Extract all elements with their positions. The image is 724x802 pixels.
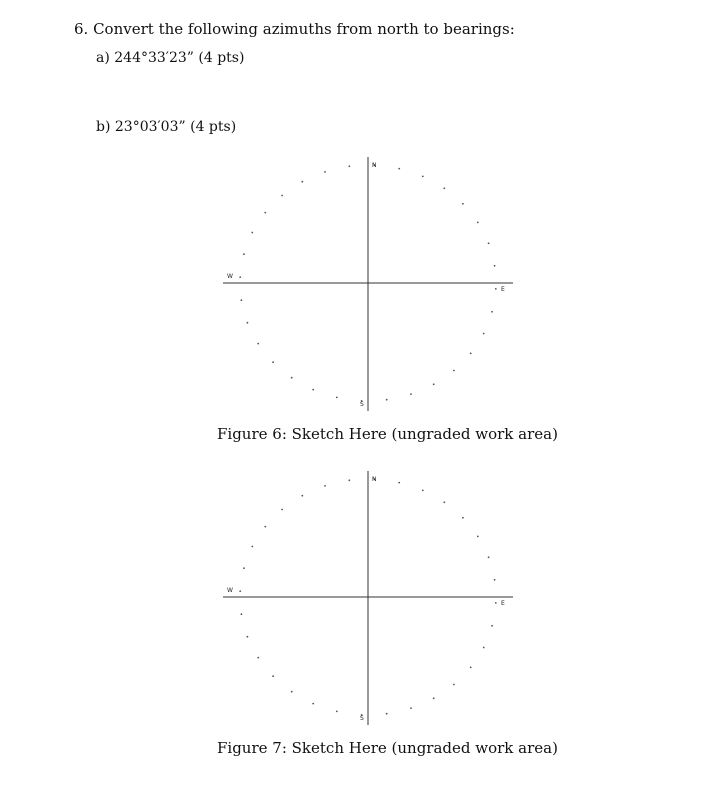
circle-dot	[483, 647, 485, 649]
circle-dot	[272, 675, 274, 677]
figure-7-label-south: S	[360, 715, 364, 722]
circle-dot	[470, 667, 472, 669]
figure-7-label-west: W	[227, 587, 233, 594]
figure-6-caption: Figure 6: Sketch Here (ungraded work area)	[217, 425, 558, 443]
circle-dot	[398, 168, 400, 170]
circle-dot	[243, 567, 245, 569]
circle-dot	[443, 187, 445, 189]
figure-7-label-east: E	[501, 600, 505, 607]
circle-dot	[495, 288, 497, 290]
circle-dot	[386, 713, 388, 715]
circle-dot	[491, 311, 493, 313]
circle-dot	[247, 322, 249, 324]
circle-dot	[257, 343, 259, 345]
figure-7-compass	[215, 469, 525, 729]
question-prompt: 6. Convert the following azimuths from north to bearings:	[74, 20, 515, 38]
part-a: a) 244°33′23” (4 pts)	[96, 50, 245, 66]
figure-7-label-north: N	[372, 476, 377, 483]
circle-dot	[433, 697, 435, 699]
circle-dot	[483, 333, 485, 335]
circle-dot	[312, 703, 314, 705]
circle-dot	[241, 299, 243, 301]
circle-dot	[336, 711, 338, 713]
figure-6-compass	[215, 155, 525, 415]
circle-dot	[488, 556, 490, 558]
circle-dot	[272, 361, 274, 363]
circle-dot	[433, 383, 435, 385]
circle-dot	[348, 165, 350, 167]
circle-dot	[410, 707, 412, 709]
circle-dot	[251, 546, 253, 548]
circle-dot	[422, 176, 424, 178]
circle-dot	[247, 636, 249, 638]
circle-dot	[251, 232, 253, 234]
circle-dot	[422, 490, 424, 492]
circle-dot	[312, 389, 314, 391]
circle-dot	[239, 590, 241, 592]
circle-dot	[462, 203, 464, 205]
circle-dot	[398, 482, 400, 484]
circle-dot	[386, 399, 388, 401]
circle-dot	[264, 526, 266, 528]
circle-dot	[470, 353, 472, 355]
circle-dot	[281, 195, 283, 197]
figure-7-caption: Figure 7: Sketch Here (ungraded work area)	[217, 739, 558, 757]
figure-6-label-west: W	[227, 273, 233, 280]
circle-dot	[257, 657, 259, 659]
circle-dot	[443, 501, 445, 503]
circle-dot	[462, 517, 464, 519]
circle-dot	[301, 181, 303, 183]
circle-dot	[495, 602, 497, 604]
circle-dot	[243, 253, 245, 255]
figure-6-label-east: E	[501, 286, 505, 293]
circle-dot	[348, 479, 350, 481]
circle-dot	[453, 684, 455, 686]
circle-dot	[491, 625, 493, 627]
circle-dot	[239, 276, 241, 278]
circle-dot	[301, 495, 303, 497]
circle-dot	[281, 509, 283, 511]
circle-dot	[264, 212, 266, 214]
circle-dot	[453, 370, 455, 372]
circle-dot	[336, 397, 338, 399]
figure-7-sketch-area[interactable]	[215, 469, 525, 729]
circle-dot	[477, 222, 479, 224]
circle-dot	[324, 485, 326, 487]
circle-dot	[477, 536, 479, 538]
circle-dot	[494, 265, 496, 267]
circle-dot	[494, 579, 496, 581]
part-b: b) 23°03′03” (4 pts)	[96, 119, 237, 135]
figure-6-label-north: N	[372, 162, 377, 169]
circle-dot	[324, 171, 326, 173]
figure-6-label-south: S	[360, 401, 364, 408]
figure-6-sketch-area[interactable]	[215, 155, 525, 415]
circle-dot	[488, 242, 490, 244]
circle-dot	[241, 613, 243, 615]
circle-dot	[291, 691, 293, 693]
circle-dot	[291, 377, 293, 379]
circle-dot	[410, 393, 412, 395]
